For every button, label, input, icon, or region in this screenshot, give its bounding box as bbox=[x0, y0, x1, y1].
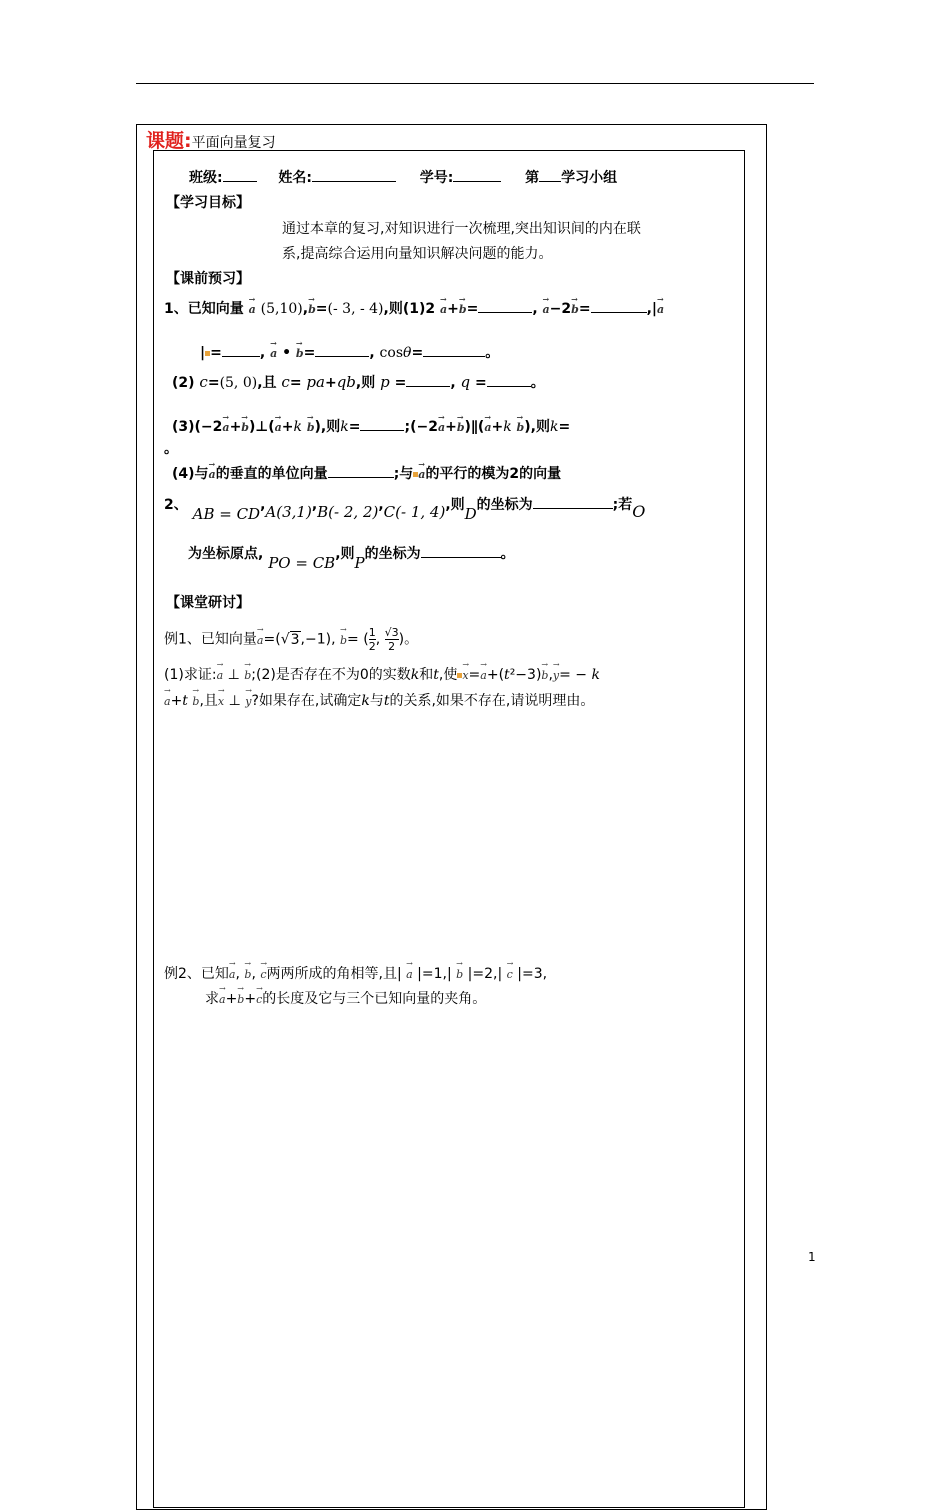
p2-origin: 为坐标原点, bbox=[188, 546, 264, 562]
q1-a-value: (5,10) bbox=[260, 301, 303, 317]
vector-b-symbol: → b bbox=[244, 669, 251, 682]
vector-b-symbol: → b bbox=[459, 303, 467, 316]
vector-b-symbol: → b bbox=[457, 421, 465, 434]
q2-and: ,且 bbox=[257, 375, 277, 391]
vector-x-symbol: → x bbox=[218, 695, 224, 708]
ex1-line3a: + bbox=[170, 693, 183, 709]
p2-coord: 的坐标为 bbox=[476, 497, 533, 513]
q2-q: q bbox=[460, 373, 471, 391]
vector-c-symbol: → c bbox=[507, 968, 513, 981]
ex1-line2h: , bbox=[548, 667, 553, 683]
ex2-line2a: 求 bbox=[205, 991, 219, 1007]
q1-theta: θ bbox=[403, 345, 412, 361]
vector-b-symbol: → b bbox=[517, 421, 525, 434]
lesson-title bbox=[146, 126, 276, 153]
vector-a-symbol: → a bbox=[209, 468, 216, 481]
vector-a-symbol: → a bbox=[657, 303, 664, 316]
p2-point-d: D bbox=[464, 505, 477, 523]
q3-perp: )⊥( bbox=[249, 419, 275, 435]
ex2-mid: 两两所成的角相等,且| bbox=[266, 966, 402, 982]
ex1-line3f: 的关系,如果不存在,请说明理由。 bbox=[389, 693, 595, 709]
p2-period: 。 bbox=[500, 546, 515, 562]
group-suffix: 学习小组 bbox=[561, 170, 618, 186]
q3-mid: ;(−2 bbox=[404, 419, 438, 435]
ex2-a-len: |=1,| bbox=[417, 966, 452, 982]
frac1-num: 1 bbox=[368, 626, 376, 639]
p2-point-p: P bbox=[354, 554, 365, 572]
vector-a-symbol: → a bbox=[438, 421, 445, 434]
vector-a-symbol: → a bbox=[219, 993, 226, 1006]
q3-k-answer: k bbox=[340, 419, 349, 435]
var-t: t bbox=[433, 667, 439, 683]
title-label: 课题: bbox=[146, 130, 192, 152]
q2-blank-p[interactable] bbox=[406, 386, 450, 387]
q1-period: 。 bbox=[485, 345, 500, 361]
q3-parallel: )∥( bbox=[464, 419, 485, 435]
vector-b-symbol: → b bbox=[456, 968, 463, 981]
var-t: t bbox=[383, 693, 390, 709]
q2-label: (2) bbox=[172, 375, 195, 391]
name-label: 姓名: bbox=[278, 170, 312, 186]
ex1-line3b: ,且 bbox=[199, 693, 218, 709]
q3-k: k bbox=[293, 419, 302, 435]
group-blank[interactable] bbox=[539, 181, 561, 182]
class-blank[interactable] bbox=[223, 181, 257, 182]
example1-line1: 例1、已知向量→ a=(√3,−1), → b= ( $\frac{1}{2}$ , $\frac{√3}{2}$ )。 bbox=[164, 626, 418, 653]
vector-c-symbol: c bbox=[281, 373, 290, 391]
ex1-line2i: = − bbox=[559, 667, 588, 683]
var-k: k bbox=[361, 693, 370, 709]
ex1-line3c: ⊥ bbox=[228, 693, 241, 709]
vector-a-symbol: → a bbox=[406, 968, 413, 981]
frac2-num: √3 bbox=[384, 626, 399, 639]
vector-a-symbol: → a bbox=[480, 669, 487, 682]
goals-line1: 通过本章的复习,对知识进行一次梳理,突出知识间的内在联 bbox=[282, 221, 641, 237]
vector-a-symbol: → a bbox=[270, 347, 277, 360]
vector-b-symbol: → b bbox=[241, 421, 249, 434]
vector-a-symbol: → a bbox=[484, 421, 491, 434]
vector-a-symbol: → a bbox=[229, 968, 236, 981]
p2-point-c: C(- 1, 4) bbox=[383, 503, 446, 521]
ex1-line2b: ;(2)是否存在不为0的实数 bbox=[251, 667, 411, 683]
q4-text4: 的平行的模为2的向量 bbox=[425, 466, 562, 482]
preview-p2-line1: 2、 AB = CD,A(3,1),B(- 2, 2),C(- 1, 4),则D的坐标为 ;若O bbox=[164, 497, 646, 523]
q3-blank-1[interactable] bbox=[360, 430, 404, 431]
q4-text2: 的垂直的单位向量 bbox=[215, 466, 328, 482]
q3-then1: ),则 bbox=[314, 419, 341, 435]
ex1-fraction-1 bbox=[369, 626, 376, 653]
vector-x-symbol: → x bbox=[462, 669, 468, 682]
q2-blank-q[interactable] bbox=[487, 386, 531, 387]
preview-q1-line2: | = , → a • → b= , cosθ= 。 bbox=[200, 342, 499, 362]
q2-c-value: (5, 0) bbox=[219, 375, 258, 391]
vector-a-symbol: → a bbox=[217, 669, 224, 682]
ex1-b-open: = ( bbox=[347, 631, 369, 648]
q2-pa: pa bbox=[306, 373, 325, 391]
p2-coord2: 的坐标为 bbox=[364, 546, 421, 562]
ex1-line2g: ²−3) bbox=[509, 667, 542, 683]
vector-a-symbol: → a bbox=[440, 303, 447, 316]
group-prefix: 第 bbox=[525, 170, 540, 186]
q1-cos: cos bbox=[379, 345, 404, 361]
vector-b-symbol: → b bbox=[541, 669, 548, 682]
q3-then2: ),则 bbox=[524, 419, 550, 435]
q4-text1: (4)与 bbox=[172, 466, 209, 482]
vector-c-symbol: → c bbox=[256, 993, 262, 1006]
q1-b-value: (- 3, - 4) bbox=[327, 301, 384, 317]
vector-a-symbol: → a bbox=[275, 421, 282, 434]
q3-k-answer: k bbox=[549, 419, 559, 435]
var-t: t bbox=[504, 667, 510, 683]
q2-p: p bbox=[380, 373, 390, 391]
preview-heading: 【课前预习】 bbox=[166, 271, 250, 287]
var-t: t bbox=[182, 693, 188, 709]
top-rule bbox=[136, 83, 814, 84]
vector-a-symbol: → a bbox=[543, 303, 550, 316]
example2-line1: 例2、已知→ a, → b, → c两两所成的角相等,且| → a |=1,| → b |=2,| → c |=3, bbox=[164, 963, 547, 983]
ex1-fraction-2 bbox=[385, 626, 399, 653]
class-label: 班级: bbox=[189, 170, 223, 186]
p2-then2: ,则 bbox=[335, 546, 355, 562]
p2-label: 2、 bbox=[164, 497, 188, 513]
ex2-c-len: |=3, bbox=[517, 966, 548, 982]
vector-a-symbol: → a bbox=[222, 421, 229, 434]
preview-q3: (3)(−2→ a+→ b)⊥(→ a+k → b),则k= ;(−2→ a+→ b)∥(→ a+k → b),则k= bbox=[172, 416, 570, 436]
goals-line2: 系,提高综合运用向量知识解决问题的能力。 bbox=[282, 246, 553, 262]
var-k: k bbox=[410, 667, 420, 683]
var-k: k bbox=[591, 667, 600, 683]
p2-if: ;若 bbox=[612, 497, 633, 513]
q3-k: k bbox=[503, 419, 512, 435]
preview-p2-line2 bbox=[188, 543, 515, 572]
p2-blank-p[interactable] bbox=[421, 557, 501, 558]
q2-period: 。 bbox=[530, 375, 545, 391]
vector-a-symbol: → a bbox=[418, 468, 425, 481]
highlight-marker bbox=[205, 351, 210, 356]
ex1-line2d: ,使 bbox=[438, 667, 458, 683]
vector-b-symbol: → b bbox=[307, 421, 315, 434]
ex1-sqrt3: 3 bbox=[290, 631, 300, 648]
ex2-line2b: 的长度及它与三个已知向量的夹角。 bbox=[262, 991, 487, 1007]
ex1-line3e: 与 bbox=[369, 693, 384, 709]
ex1-a-rest: ,−1), bbox=[300, 631, 336, 648]
number-blank[interactable] bbox=[453, 181, 501, 182]
vector-a-symbol: → a bbox=[257, 634, 264, 647]
goals-heading: 【学习目标】 bbox=[166, 195, 250, 211]
vector-b-symbol: → b bbox=[192, 695, 199, 708]
frac2-den: 2 bbox=[388, 640, 396, 653]
q1-blank-diff[interactable] bbox=[591, 312, 647, 313]
name-blank[interactable] bbox=[312, 181, 396, 182]
vector-a-symbol: → a bbox=[249, 303, 256, 316]
p2-ab-cd: AB = CD bbox=[192, 505, 261, 523]
example1-line2: (1)求证:→ a ⊥ → b;(2)是否存在不为0的实数k和t,使→ x=→ a+(t²−3)→ b,→ y= − k bbox=[164, 664, 600, 684]
ex1-close: )。 bbox=[398, 631, 419, 648]
vector-c-symbol: c bbox=[199, 373, 208, 391]
preview-q1-line1: 1、已知向量 → a (5,10),→ b=(- 3, - 4),则(1)2 → a+→ b= , → a−2→ b= ,|→ a bbox=[164, 298, 664, 318]
ex1-line2f: +( bbox=[486, 667, 505, 683]
vector-b-symbol: → b bbox=[237, 993, 244, 1006]
vector-y-symbol: → y bbox=[245, 695, 251, 708]
number-label: 学号: bbox=[419, 170, 454, 186]
ex1-line2e: = bbox=[468, 667, 481, 683]
ex1-prefix: 例1、已知向量 bbox=[164, 631, 257, 648]
vector-b-symbol: → b bbox=[296, 347, 304, 360]
q2-qb: qb bbox=[336, 373, 356, 391]
q4-blank[interactable] bbox=[328, 477, 394, 478]
vector-a-symbol: → a bbox=[164, 695, 171, 708]
example2-line2: 求→ a+→ b+→ c的长度及它与三个已知向量的夹角。 bbox=[205, 988, 486, 1008]
ex1-line2c: 和 bbox=[419, 667, 434, 683]
example1-line3 bbox=[164, 690, 594, 710]
frac1-den: 2 bbox=[368, 640, 376, 653]
q2-then: ,则 bbox=[355, 375, 376, 391]
p2-po-cb: PO = CB bbox=[268, 554, 336, 572]
q4-text3: ;与 bbox=[393, 466, 414, 482]
q1-prefix: 1、已知向量 bbox=[164, 301, 244, 317]
vector-b-symbol: → b bbox=[571, 303, 579, 316]
title-text: 平面向量复习 bbox=[191, 135, 276, 151]
vector-b-symbol: → b bbox=[244, 968, 251, 981]
ex1-line3d: ?如果存在,试确定 bbox=[251, 693, 362, 709]
class-study-heading: 【课堂研讨】 bbox=[166, 595, 250, 611]
ex2-b-len: |=2,| bbox=[467, 966, 503, 982]
vector-c-symbol: → c bbox=[260, 968, 266, 981]
vector-b-symbol: → b bbox=[308, 303, 316, 316]
vector-b-symbol: → b bbox=[340, 634, 347, 647]
q1-blank-dot[interactable] bbox=[315, 356, 369, 357]
q1-blank-cos[interactable] bbox=[423, 356, 485, 357]
q3-period: 。 bbox=[164, 441, 178, 457]
ex1-a-open: =( bbox=[263, 631, 281, 648]
p2-then: ,则 bbox=[445, 497, 465, 513]
q1-blank-norm[interactable] bbox=[222, 356, 260, 357]
p2-point-b: B(- 2, 2) bbox=[317, 503, 379, 521]
preview-q2: (2) c=(5, 0),且 c= pa+qb,则 p = , q = 。 bbox=[172, 373, 545, 391]
preview-q4 bbox=[172, 463, 561, 483]
ex2-prefix: 例2、已知 bbox=[164, 966, 229, 982]
p2-point-o: O bbox=[632, 502, 646, 521]
q1-blank-sum[interactable] bbox=[478, 312, 532, 313]
ex1-line2a: (1)求证: bbox=[164, 667, 217, 683]
q1-then: ,则(1)2 bbox=[383, 301, 436, 317]
p2-blank-d[interactable] bbox=[533, 508, 613, 509]
p2-point-a: A(3,1) bbox=[265, 503, 312, 521]
student-info-row bbox=[189, 167, 617, 187]
vector-y-symbol: → y bbox=[553, 669, 559, 682]
q3-label: (3)(−2 bbox=[172, 419, 223, 435]
page-number: 1 bbox=[808, 1250, 816, 1264]
